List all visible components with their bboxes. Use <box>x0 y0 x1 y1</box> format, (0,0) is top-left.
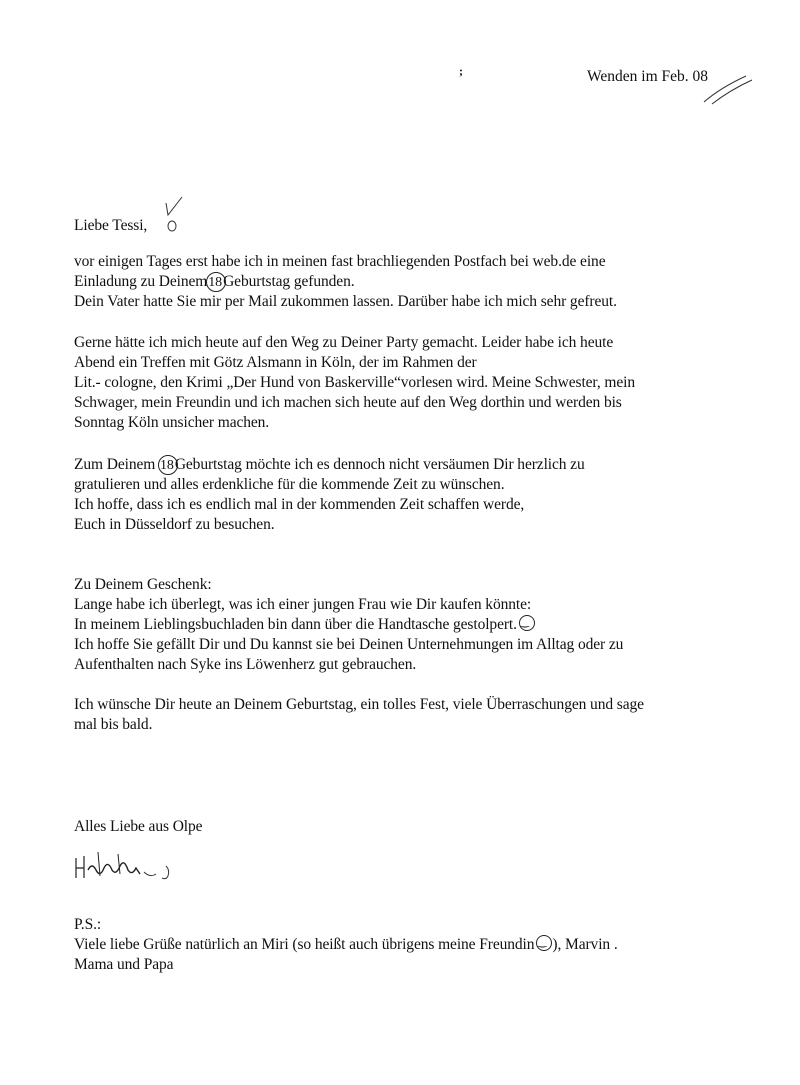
text-line <box>74 455 585 476</box>
text-line <box>74 935 618 955</box>
text-line: Abend ein Treffen mit Götz Alsmann in Köln, der im Rahmen der <box>74 354 477 371</box>
text-segment: Viele liebe Grüße natürlich an Miri (so heißt auch übrigens meine Freundin <box>74 936 535 953</box>
salutation: Liebe Tessi, <box>74 217 148 234</box>
text-line <box>74 272 355 293</box>
text-line: Euch in Düsseldorf zu besuchen. <box>74 516 275 533</box>
text-segment: ), Marvin . <box>552 936 618 953</box>
text-line: Ich wünsche Dir heute an Deinem Geburtstag, ein tolles Fest, viele Überraschungen und sage <box>74 696 644 713</box>
text-line: gratulieren und alles erdenkliche für die kommende Zeit zu wünschen. <box>74 476 505 493</box>
smiley-icon <box>536 935 552 951</box>
text-line: Mama und Papa <box>74 956 174 973</box>
text-line: vor einigen Tages erst habe ich in meinen fast brachliegenden Postfach bei web.de eine <box>74 253 606 270</box>
circled-number: 18 <box>159 456 175 476</box>
text-segment: Geburtstag gefunden. <box>223 273 355 290</box>
text-line: Aufenthalten nach Syke ins Löwenherz gut gebrauchen. <box>74 656 417 673</box>
text-segment: In meinem Lieblingsbuchladen bin dann über die Handtasche gestolpert. <box>74 616 517 633</box>
pen-stroke-mark <box>700 74 760 106</box>
text-line: Zu Deinem Geschenk: <box>74 576 212 593</box>
text-segment: Einladung zu Deinem <box>74 273 208 290</box>
smiley-icon <box>519 615 535 631</box>
signature-scribble <box>74 848 184 884</box>
text-line: mal bis bald. <box>74 716 153 733</box>
circled-number: 18 <box>207 273 223 293</box>
text-line: Ich hoffe Sie gefällt Dir und Du kannst sie bei Deinen Unternehmungen im Alltag oder zu <box>74 636 624 653</box>
text-line: Lit.- cologne, den Krimi „Der Hund von Baskerville“vorlesen wird. Meine Schwester, mein <box>74 374 636 391</box>
date-line: Wenden im Feb. 08 <box>587 68 709 85</box>
signature <box>74 848 184 884</box>
text-segment: Zum Deinem <box>74 456 156 473</box>
text-line: Schwager, mein Freundin und ich machen sich heute auf den Weg dorthin und werden bis <box>74 394 622 411</box>
text-line <box>74 615 535 635</box>
text-line: Lange habe ich überlegt, was ich einer jungen Frau wie Dir kaufen könnte: <box>74 596 532 613</box>
text-line: Ich hoffe, dass ich es endlich mal in der kommenden Zeit schaffen werde, <box>74 496 525 513</box>
postscript-label: P.S.: <box>74 916 102 933</box>
scan-mark: ; <box>459 64 463 78</box>
text-segment: Geburtstag möchte ich es dennoch nicht versäumen Dir herzlich zu <box>174 456 585 473</box>
text-line: Gerne hätte ich mich heute auf den Weg zu Deiner Party gemacht. Leider habe ich heute <box>74 334 614 351</box>
text-line: Dein Vater hatte Sie mir per Mail zukommen lassen. Darüber habe ich mich sehr gefreut. <box>74 293 617 310</box>
closing-line: Alles Liebe aus Olpe <box>74 818 203 835</box>
handwritten-check-mark <box>160 193 190 233</box>
text-line: Sonntag Köln unsicher machen. <box>74 414 270 431</box>
